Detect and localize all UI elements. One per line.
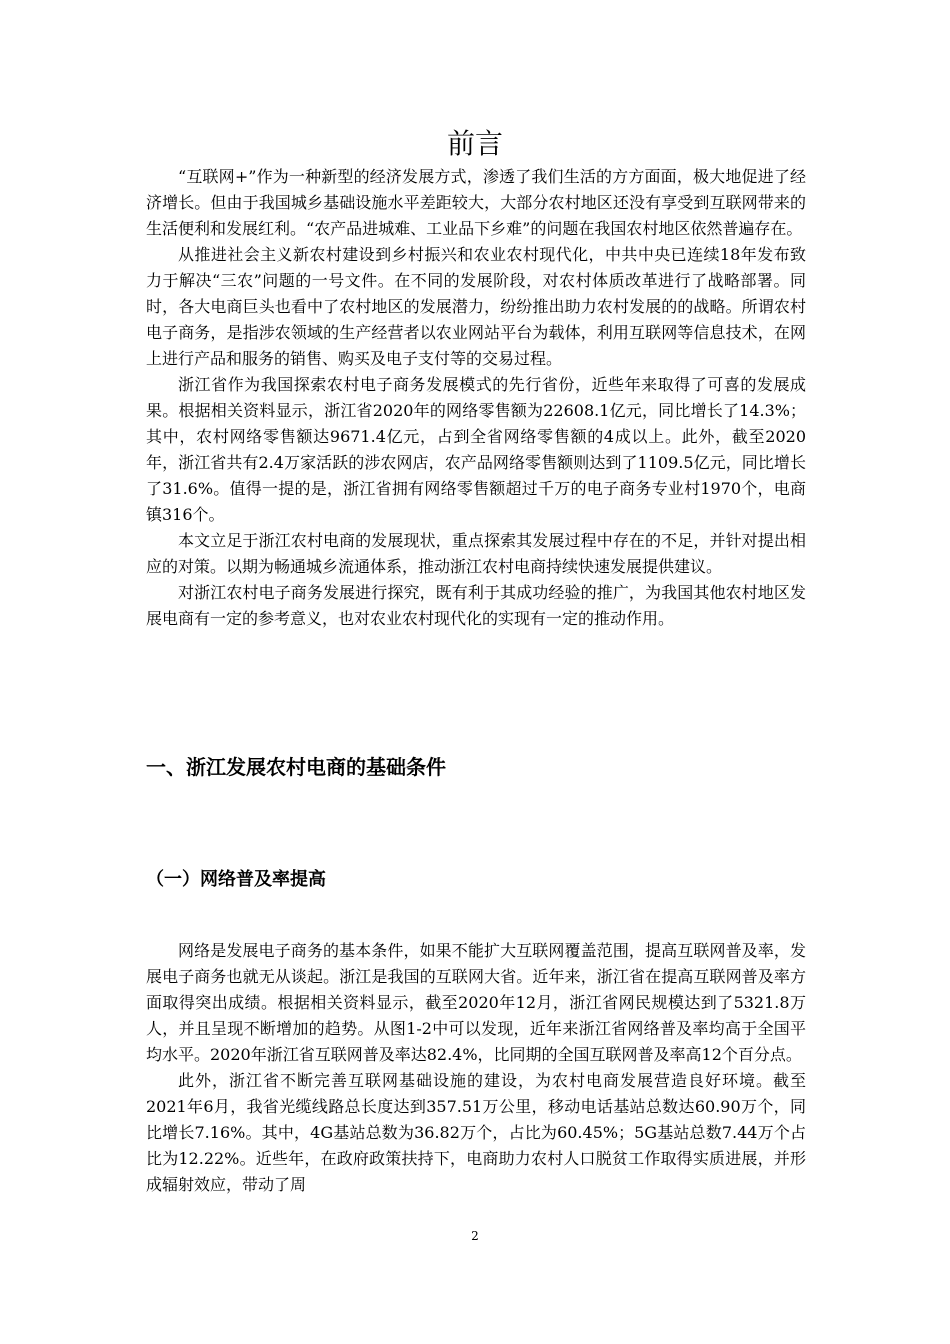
section-heading: 一、浙江发展农村电商的基础条件 bbox=[146, 755, 446, 779]
intro-paragraph-4: 本文立足于浙江农村电商的发展现状，重点探索其发展过程中存在的不足，并针对提出相应的对策。以期为畅通城乡流通体系，推动浙江农村电商持续快速发展提供建议。 bbox=[146, 531, 806, 576]
section-body bbox=[146, 938, 806, 1198]
intro-paragraph-3: 浙江省作为我国探索农村电子商务发展模式的先行省份，近些年来取得了可喜的发展成果。根据相关资料显示，浙江省2020年的网络零售额为22608.1亿元，同比增长了14.3%；其中，农村网络零售额达9671.4亿元，占到全省网络零售额的4成以上。此外，截至2020年，浙江省共有2.4万家活跃的涉农网店，农产品网络零售额则达到了1109.5亿元，同比增长了31.6%。值得一提的是，浙江省拥有网络零售额超过千万的电子商务专业村1970个，电商镇316个。 bbox=[146, 375, 806, 524]
page-number: 2 bbox=[471, 1229, 479, 1243]
section-paragraph-2: 此外，浙江省不断完善互联网基础设施的建设，为农村电商发展营造良好环境。截至2021年6月，我省光缆线路总长度达到357.51万公里，移动电话基站总数达60.90万个，同比增长7.16%。其中，4G基站总数为36.82万个，占比为60.45%；5G基站总数7.44万个占比为12.22%。近些年，在政府政策扶持下，电商助力农村人口脱贫工作取得实质进展，并形成辐射效应，带动了周 bbox=[146, 1071, 806, 1194]
intro-paragraph-1: “互联网+”作为一种新型的经济发展方式，渗透了我们生活的方方面面，极大地促进了经济增长。但由于我国城乡基础设施水平差距较大，大部分农村地区还没有享受到互联网带来的生活便利和发展红利。“农产品进城难、工业品下乡难”的问题在我国农村地区依然普遍存在。 bbox=[146, 167, 806, 238]
subsection-heading: （一）网络普及率提高 bbox=[146, 869, 326, 890]
intro-paragraph-5: 对浙江农村电子商务发展进行探究，既有利于其成功经验的推广，为我国其他农村地区发展电商有一定的参考意义，也对农业农村现代化的实现有一定的推动作用。 bbox=[146, 583, 806, 628]
section-paragraph-1: 网络是发展电子商务的基本条件，如果不能扩大互联网覆盖范围，提高互联网普及率，发展电子商务也就无从谈起。浙江是我国的互联网大省。近年来，浙江省在提高互联网普及率方面取得突出成绩。根据相关资料显示，截至2020年12月，浙江省网民规模达到了5321.8万人，并且呈现不断增加的趋势。从图1-2中可以发现，近年来浙江省网络普及率均高于全国平均水平。2020年浙江省互联网普及率达82.4%，比同期的全国互联网普及率高12个百分点。 bbox=[146, 941, 806, 1064]
intro-section bbox=[146, 164, 806, 632]
intro-paragraph-2: 从推进社会主义新农村建设到乡村振兴和农业农村现代化，中共中央已连续18年发布致力于解决“三农”问题的一号文件。在不同的发展阶段，对农村体质改革进行了战略部署。同时，各大电商巨头也看中了农村地区的发展潜力，纷纷推出助力农村发展的的战略。所谓农村电子商务，是指涉农领域的生产经营者以农业网站平台为载体，利用互联网等信息技术，在网上进行产品和服务的销售、购买及电子支付等的交易过程。 bbox=[146, 245, 806, 368]
page-title: 前言 bbox=[446, 127, 503, 160]
